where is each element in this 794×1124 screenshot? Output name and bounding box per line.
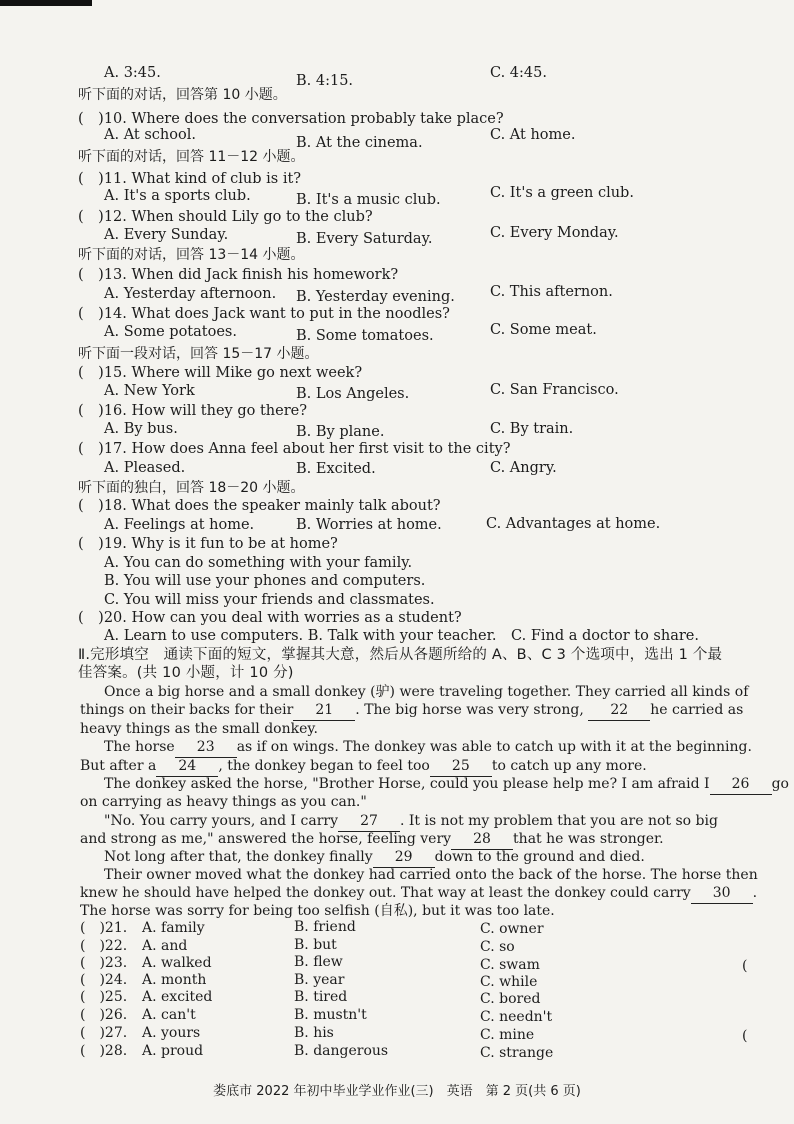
q10-option-a: A. At school.: [104, 127, 196, 143]
q18-option-b: B. Worries at home.: [296, 517, 442, 533]
q15-option-b: B. Los Angeles.: [296, 386, 410, 402]
blank-21: 21: [293, 701, 355, 721]
cloze-22-option-c: C. so: [480, 939, 515, 955]
blank-30: 30: [691, 884, 753, 904]
q11-option-a: A. It's a sports club.: [104, 188, 251, 204]
q15-stem: ( )15. Where will Mike go next week?: [78, 365, 363, 381]
cloze-24-option-b: B. year: [294, 972, 345, 988]
cloze-28-option-b: B. dangerous: [294, 1043, 389, 1059]
cloze-21-option-a: A. family: [142, 920, 205, 936]
cloze-26-option-a: A. can't: [142, 1007, 196, 1023]
q10-stem: ( )10. Where does the conversation probably take place?: [78, 111, 504, 127]
blank-29: 29: [373, 848, 435, 868]
q18-option-c: C. Advantages at home.: [486, 516, 661, 532]
cloze-27-option-c: C. mine: [480, 1027, 535, 1043]
q20-options: A. Learn to use computers. B. Talk with your teacher. C. Find a doctor to share.: [104, 628, 699, 644]
blank-22: 22: [588, 701, 650, 721]
q14-option-c: C. Some meat.: [490, 322, 597, 338]
q12-option-c: C. Every Monday.: [490, 225, 619, 241]
cloze-25-option-c: C. bored: [480, 991, 541, 1007]
cloze-25-option-b: B. tired: [294, 989, 348, 1005]
section-2-heading-cont: 佳答案。(共 10 小题，计 10 分): [78, 665, 294, 681]
passage-line: Their owner moved what the donkey had carried onto the back of the horse. The horse then: [104, 867, 758, 883]
listening-instruction-18-20: 听下面的独白，回答 18－20 小题。: [78, 480, 305, 496]
listening-instruction-15-17: 听下面一段对话，回答 15－17 小题。: [78, 346, 319, 362]
q9-option-a: A. 3:45.: [104, 65, 161, 81]
cloze-26-option-b: B. mustn't: [294, 1007, 367, 1023]
passage-line: Once a big horse and a small donkey (驴) were traveling together. They carried all kinds of: [104, 684, 749, 700]
passage-line: "No. You carry yours, and I carry 27 . It is not my problem that you are not so big: [104, 812, 718, 832]
q12-option-b: B. Every Saturday.: [296, 231, 433, 247]
q13-option-c: C. This afternon.: [490, 284, 613, 300]
q19-option-a: A. You can do something with your family.: [104, 555, 413, 571]
passage-line: The horse was sorry for being too selfish (自私), but it was too late.: [80, 903, 555, 919]
q16-option-b: B. By plane.: [296, 424, 385, 440]
cloze-25-number: ( )25.: [80, 989, 128, 1005]
cloze-21-number: ( )21.: [80, 920, 128, 936]
cloze-27-option-a: A. yours: [142, 1025, 201, 1041]
cloze-23-option-b: B. flew: [294, 954, 343, 970]
cloze-23-option-a: A. walked: [142, 955, 212, 971]
q16-stem: ( )16. How will they go there?: [78, 403, 308, 419]
q12-option-a: A. Every Sunday.: [104, 227, 229, 243]
q15-option-a: A. New York: [104, 383, 195, 399]
page-footer: 娄底市 2022 年初中毕业学业作业(三) 英语 第 2 页(共 6 页): [213, 1084, 581, 1099]
passage-line: things on their backs for their 21 . The big horse was very strong, 22 he carried as: [80, 701, 743, 721]
q9-option-b: B. 4:15.: [296, 73, 354, 89]
passage-line: and strong as me," answered the horse, feeling very 28 that he was stronger.: [80, 830, 664, 850]
q15-option-c: C. San Francisco.: [490, 382, 619, 398]
cloze-25-option-a: A. excited: [142, 989, 213, 1005]
cloze-26-number: ( )26.: [80, 1007, 128, 1023]
cloze-23-number: ( )23.: [80, 955, 128, 971]
cloze-28-option-c: C. strange: [480, 1045, 554, 1061]
q18-stem: ( )18. What does the speaker mainly talk about?: [78, 498, 441, 514]
q16-option-c: C. By train.: [490, 421, 574, 437]
q19-option-b: B. You will use your phones and computers.: [104, 573, 426, 589]
edge-parenthesis: (: [742, 1028, 748, 1044]
cloze-22-option-a: A. and: [142, 938, 188, 954]
q13-stem: ( )13. When did Jack finish his homework?: [78, 267, 399, 283]
passage-line: knew he should have helped the donkey out. That way at least the donkey could carry 30 .: [80, 884, 757, 904]
blank-28: 28: [451, 830, 513, 850]
q17-stem: ( )17. How does Anna feel about her first visit to the city?: [78, 441, 511, 457]
q14-stem: ( )14. What does Jack want to put in the noodles?: [78, 306, 450, 322]
cloze-22-option-b: B. but: [294, 937, 337, 953]
blank-26: 26: [710, 775, 772, 795]
q11-option-c: C. It's a green club.: [490, 185, 634, 201]
cloze-21-option-b: B. friend: [294, 919, 356, 935]
blank-25: 25: [430, 757, 492, 777]
listening-instruction-11-12: 听下面的对话，回答 11－12 小题。: [78, 149, 305, 165]
blank-27: 27: [338, 812, 400, 832]
passage-line: heavy things as the small donkey.: [80, 721, 318, 737]
q12-stem: ( )12. When should Lily go to the club?: [78, 209, 373, 225]
q13-option-a: A. Yesterday afternoon.: [104, 286, 277, 302]
cloze-24-option-c: C. while: [480, 974, 538, 990]
edge-parenthesis: (: [742, 958, 748, 974]
q17-option-c: C. Angry.: [490, 460, 557, 476]
passage-line: But after a 24 , the donkey began to feel too 25 to catch up any more.: [80, 757, 647, 777]
q11-stem: ( )11. What kind of club is it?: [78, 171, 302, 187]
section-2-heading: Ⅱ.完形填空 通读下面的短文，掌握其大意，然后从各题所给的 A、B、C 3 个选项中，选出 1 个最: [78, 647, 723, 663]
q17-option-a: A. Pleased.: [104, 460, 186, 476]
q18-option-a: A. Feelings at home.: [104, 517, 255, 533]
cloze-28-option-a: A. proud: [142, 1043, 204, 1059]
q10-option-b: B. At the cinema.: [296, 135, 423, 151]
cloze-24-number: ( )24.: [80, 972, 128, 988]
q13-option-b: B. Yesterday evening.: [296, 289, 455, 305]
cloze-26-option-c: C. needn't: [480, 1009, 553, 1025]
q16-option-a: A. By bus.: [104, 421, 178, 437]
passage-line: on carrying as heavy things as you can.": [80, 794, 367, 810]
q20-stem: ( )20. How can you deal with worries as a student?: [78, 610, 462, 626]
listening-instruction-10: 听下面的对话，回答第 10 小题。: [78, 87, 287, 103]
listening-instruction-13-14: 听下面的对话，回答 13－14 小题。: [78, 247, 305, 263]
q10-option-c: C. At home.: [490, 127, 576, 143]
blank-23: 23: [175, 738, 237, 758]
cloze-23-option-c: C. swam: [480, 957, 540, 973]
q17-option-b: B. Excited.: [296, 461, 376, 477]
blank-24: 24: [156, 757, 218, 777]
passage-line: The horse 23 as if on wings. The donkey was able to catch up with it at the beginning.: [104, 738, 752, 758]
cloze-27-option-b: B. his: [294, 1025, 334, 1041]
q9-option-c: C. 4:45.: [490, 65, 547, 81]
cloze-21-option-c: C. owner: [480, 921, 544, 937]
q19-stem: ( )19. Why is it fun to be at home?: [78, 536, 338, 552]
cloze-24-option-a: A. month: [142, 972, 207, 988]
q11-option-b: B. It's a music club.: [296, 192, 441, 208]
passage-line: The donkey asked the horse, "Brother Horse, could you please help me? I am afraid I 26 go: [104, 775, 789, 795]
passage-line: Not long after that, the donkey finally 29 down to the ground and died.: [104, 848, 645, 868]
cloze-27-number: ( )27.: [80, 1025, 128, 1041]
q14-option-a: A. Some potatoes.: [104, 324, 237, 340]
cloze-28-number: ( )28.: [80, 1043, 128, 1059]
q19-option-c: C. You will miss your friends and classmates.: [104, 592, 435, 608]
cloze-22-number: ( )22.: [80, 938, 128, 954]
q14-option-b: B. Some tomatoes.: [296, 328, 434, 344]
